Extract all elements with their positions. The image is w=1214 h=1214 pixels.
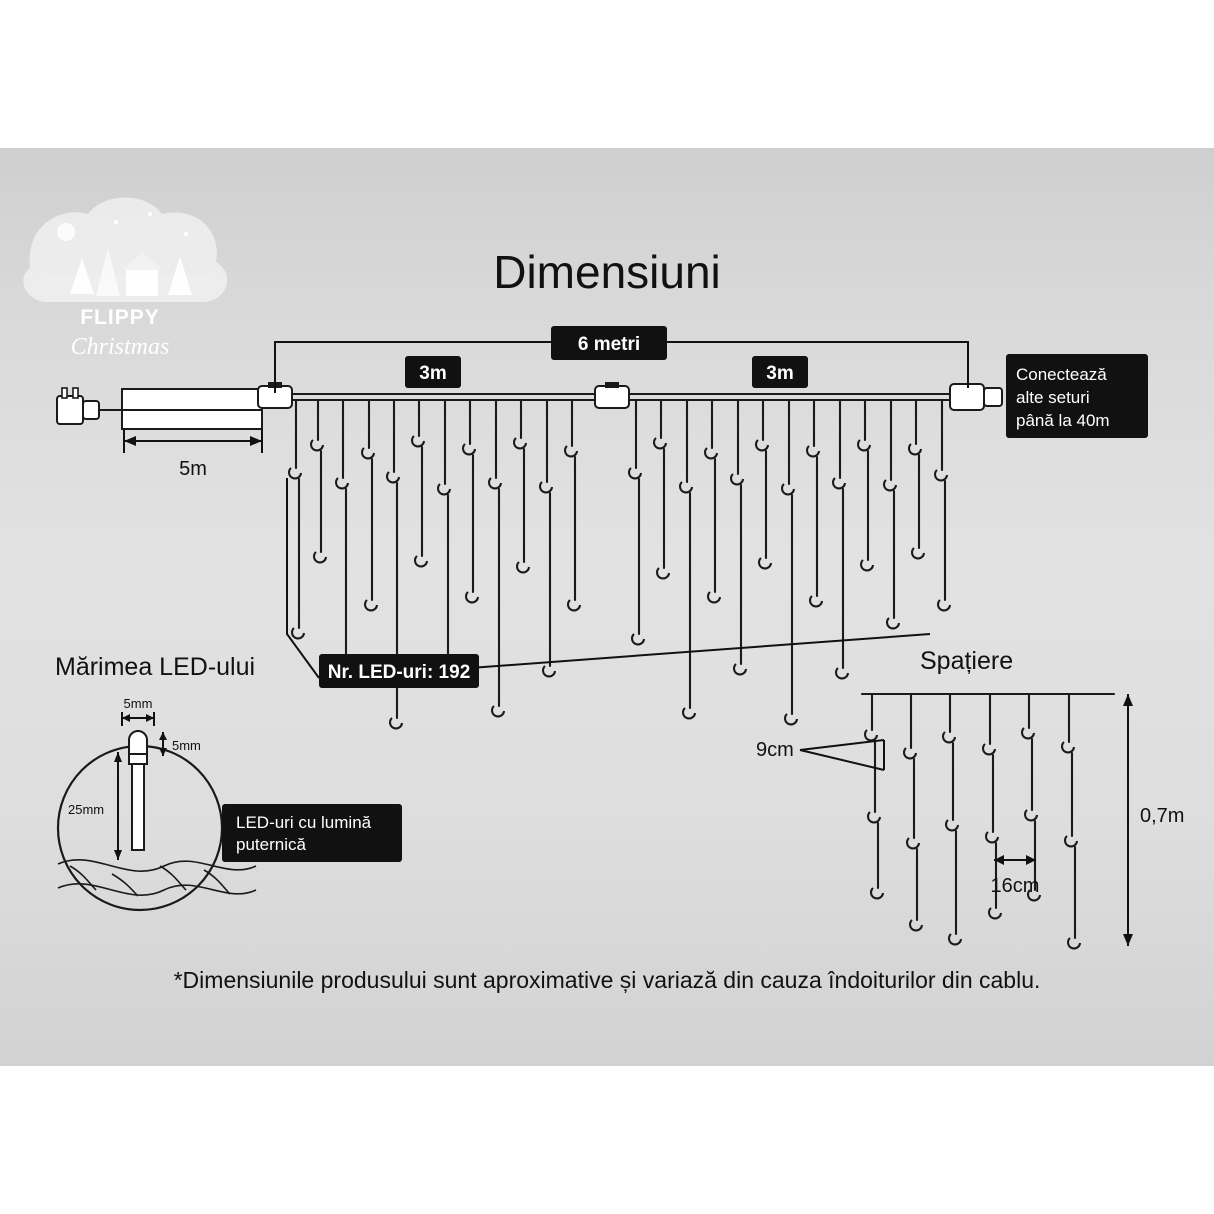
icicle-strand xyxy=(909,400,924,558)
segment-right-badge xyxy=(752,356,808,388)
segment-left-badge xyxy=(405,356,461,388)
icicle-strand xyxy=(336,400,351,674)
segment-left-badge-text: 3m xyxy=(419,363,447,384)
icicle-strand xyxy=(1022,694,1040,900)
icicle-strand xyxy=(884,400,899,628)
led-count-badge-text: Nr. LED-uri: 192 xyxy=(327,662,471,683)
icicle-strand xyxy=(362,400,377,610)
led-bulb-icon xyxy=(129,731,147,850)
curtain-height-label: 0,7m xyxy=(1140,805,1185,827)
icicle-strand xyxy=(807,400,822,606)
brand-logo xyxy=(23,198,227,361)
logo-line2: Christmas xyxy=(70,334,170,360)
lead-cable-label: 5m xyxy=(179,458,207,480)
led-count-badge xyxy=(319,654,479,688)
end-connector xyxy=(950,384,1002,410)
horizontal-spacing-dimension xyxy=(991,855,1040,897)
horizontal-spacing-label: 16cm xyxy=(990,875,1040,897)
curtain-height-dimension xyxy=(1123,694,1184,946)
logo-line1: FLIPPY xyxy=(80,306,160,329)
led-head-height-label: 5mm xyxy=(172,738,201,753)
icicle-strand xyxy=(514,400,529,572)
led-note-badge xyxy=(222,804,402,862)
led-note-line-2: puternică xyxy=(236,835,306,854)
icicle-strand xyxy=(858,400,873,570)
icicle-strand xyxy=(865,694,883,898)
page-title: Dimensiuni xyxy=(493,246,721,298)
icicle-strand xyxy=(654,400,669,578)
icicle-strand xyxy=(412,400,427,566)
power-plug-icon xyxy=(57,388,122,424)
led-width-dimension xyxy=(122,696,154,726)
led-total-height-label: 25mm xyxy=(68,802,105,817)
led-note-line-1: LED-uri cu lumină xyxy=(236,813,372,832)
dimensions-diagram xyxy=(0,148,1214,1066)
total-length-badge-text: 6 metri xyxy=(577,334,641,355)
icicle-strand xyxy=(731,400,746,674)
led-total-height-dimension xyxy=(68,752,122,860)
spacing-title: Spațiere xyxy=(920,647,1014,675)
icicle-strand xyxy=(438,400,453,670)
icicle-strand xyxy=(1062,694,1080,948)
led-count-callout xyxy=(287,478,930,688)
winter-village-logo-icon xyxy=(23,198,227,303)
icicle-strand xyxy=(935,400,950,610)
icicle-strand xyxy=(943,694,961,944)
icicle-strand xyxy=(833,400,848,678)
icicle-strand xyxy=(705,400,720,602)
led-size-section xyxy=(55,653,402,910)
junction-connector-middle xyxy=(595,382,629,408)
diagram-panel xyxy=(0,148,1214,1066)
connector-note-line-3: până la 40m xyxy=(1016,411,1110,430)
icicle-strand xyxy=(489,400,504,716)
connector-note-line-1: Conectează xyxy=(1016,365,1107,384)
drop-spacing-label: 9cm xyxy=(756,739,794,761)
icicle-strand xyxy=(756,400,771,568)
icicle-strand xyxy=(629,400,644,644)
icicle-strand xyxy=(289,400,304,638)
icicle-strand xyxy=(565,400,580,610)
segment-right-badge-text: 3m xyxy=(766,363,794,384)
total-length-badge xyxy=(551,326,667,360)
icicle-strand xyxy=(782,400,797,724)
icicle-strand xyxy=(904,694,922,930)
spacing-section xyxy=(756,647,1184,948)
led-size-title: Mărimea LED-ului xyxy=(55,653,256,681)
connector-note-badge xyxy=(1006,354,1148,438)
led-head-height-dimension xyxy=(159,732,201,756)
led-width-label: 5mm xyxy=(123,696,153,711)
icicle-strand xyxy=(311,400,326,562)
icicle-strand xyxy=(680,400,695,718)
lead-cable-dimension xyxy=(124,429,262,480)
footnote-text: *Dimensiunile produsului sunt aproximative și variază din cauza îndoiturilor din cablu. xyxy=(173,967,1041,993)
drop-spacing-callout xyxy=(756,739,884,770)
icicle-strand xyxy=(463,400,478,602)
connector-note-line-2: alte seturi xyxy=(1016,388,1090,407)
icicle-strand xyxy=(540,400,555,676)
spacing-strands xyxy=(865,694,1080,948)
